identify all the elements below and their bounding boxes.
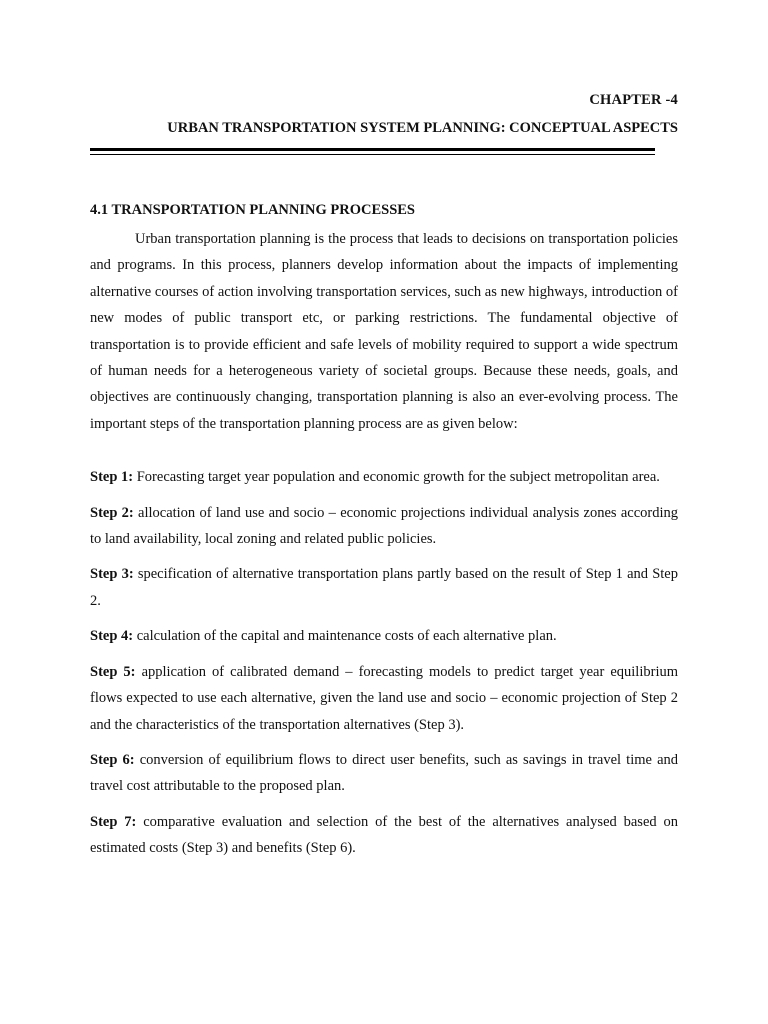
step-text: Forecasting target year population and economic growth for the subject metropolitan area. [136,469,660,486]
step-text: allocation of land use and socio – economic projections individual analysis zones according to land availability, local zoning and related public policies. [90,504,678,548]
step-label: Step 7: [90,813,137,830]
step-text: conversion of equilibrium flows to direct user benefits, such as savings in travel time and travel cost attributable to the proposed plan. [90,751,679,795]
step-item [90,809,678,862]
step-label: Step 6: [90,751,135,768]
step-item [90,464,678,490]
step-label: Step 4: [90,628,134,645]
steps-list [90,464,678,861]
chapter-label: CHAPTER -4 [589,92,678,108]
header-rule-thick [90,148,655,151]
content-body [90,200,678,871]
section-heading: 4.1 TRANSPORTATION PLANNING PROCESSES [90,202,415,218]
header-rule-thin [90,154,655,155]
step-text: comparative evaluation and selection of the best of the alternatives analysed based on estimated costs (Step 3) and benefits (Step 6). [90,813,678,857]
step-label: Step 3: [90,566,134,583]
step-text: specification of alternative transportation plans partly based on the result of Step 1 and Step 2. [90,566,678,609]
intro-paragraph: Urban transportation planning is the process that leads to decisions on transportation policies and programs. In this process, planners develop information about the impacts of implementing alternative courses of action involving transportation services, such as new highways, introduction of new modes of public transport etc, or parking restrictions. The fundamental objective of transportation is to provide efficient and safe levels of mobility required to support a wide spectrum of human needs for a heterogeneous variety of societal groups. Because these needs, goals, and objectives are continuously changing, transportation planning is also an ever-evolving process. The important steps of the transportation planning process are as given below: [90,231,678,432]
step-label: Step 5: [90,663,136,680]
step-item [90,659,678,738]
step-text: calculation of the capital and maintenance costs of each alternative plan. [136,628,557,645]
step-label: Step 1: [90,469,134,486]
step-label: Step 2: [90,504,134,521]
step-item [90,500,678,553]
step-text: application of calibrated demand – forecasting models to predict target year equilibrium flows expected to use each alternative, given the land use and socio – economic projection of Step 2 and the characteristics of the transportation alternatives (Step 3). [90,663,678,733]
step-item [90,561,678,614]
step-item [90,623,678,649]
step-item [90,747,678,800]
chapter-title: URBAN TRANSPORTATION SYSTEM PLANNING: CONCEPTUAL ASPECTS [167,120,678,136]
